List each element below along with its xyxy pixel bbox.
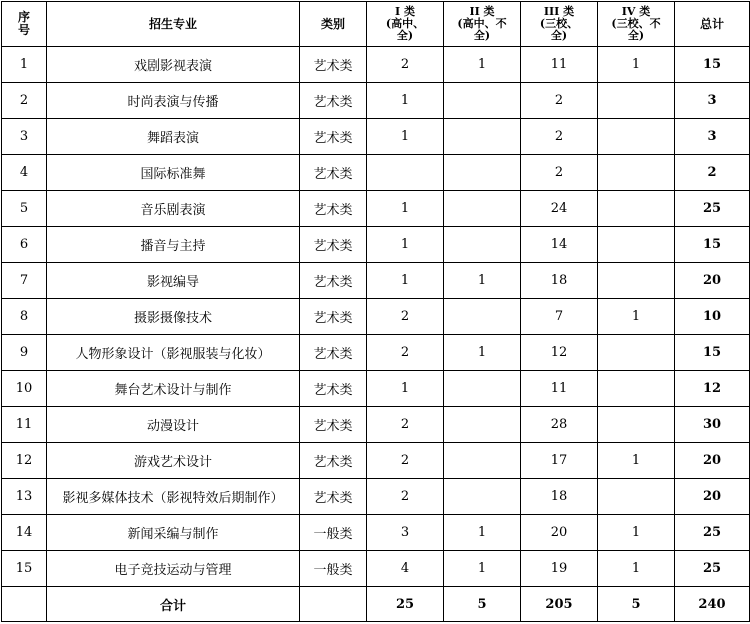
cell-major: 电子竞技运动与管理 — [47, 551, 300, 587]
cell-class-3: 24 — [521, 191, 598, 227]
cell-class-2 — [444, 155, 521, 191]
cell-class-3: 14 — [521, 227, 598, 263]
cell-class-4 — [598, 263, 675, 299]
cell-class-4: 1 — [598, 443, 675, 479]
cell-seq: 3 — [2, 119, 47, 155]
cell-major: 播音与主持 — [47, 227, 300, 263]
cell-class-3: 17 — [521, 443, 598, 479]
header-class-2 — [444, 2, 521, 47]
cell-seq: 4 — [2, 155, 47, 191]
cell-total: 15 — [675, 335, 750, 371]
header-class-3-line-1: III 类 — [543, 5, 575, 18]
table-row — [2, 407, 750, 443]
cell-seq: 9 — [2, 335, 47, 371]
header-class-3-line-2: (三校、 — [539, 17, 579, 30]
cell-class-2: 1 — [444, 551, 521, 587]
cell-category: 艺术类 — [300, 299, 367, 335]
table-row — [2, 119, 750, 155]
cell-seq: 13 — [2, 479, 47, 515]
cell-class-2 — [444, 479, 521, 515]
cell-class-3: 2 — [521, 119, 598, 155]
cell-seq: 15 — [2, 551, 47, 587]
header-class-2-line-1: II 类 — [469, 5, 495, 18]
cell-class-1: 1 — [367, 227, 444, 263]
cell-category: 艺术类 — [300, 227, 367, 263]
cell-major: 国际标准舞 — [47, 155, 300, 191]
cell-category: 艺术类 — [300, 335, 367, 371]
cell-major: 影视编导 — [47, 263, 300, 299]
table-row — [2, 335, 750, 371]
cell-class-3: 11 — [521, 47, 598, 83]
table-row — [2, 443, 750, 479]
cell-category: 艺术类 — [300, 119, 367, 155]
total-class-1: 25 — [367, 587, 444, 622]
cell-class-1: 1 — [367, 371, 444, 407]
cell-class-1: 4 — [367, 551, 444, 587]
cell-class-1 — [367, 155, 444, 191]
cell-class-3: 12 — [521, 335, 598, 371]
total-row — [2, 587, 750, 622]
cell-major: 时尚表演与传播 — [47, 83, 300, 119]
header-class-4 — [598, 2, 675, 47]
cell-class-4 — [598, 371, 675, 407]
cell-class-4: 1 — [598, 551, 675, 587]
cell-class-1: 2 — [367, 407, 444, 443]
header-class-1-line-1: I 类 — [395, 5, 415, 18]
header-total: 总计 — [675, 2, 750, 47]
header-class-3 — [521, 2, 598, 47]
cell-class-3: 2 — [521, 155, 598, 191]
cell-class-4 — [598, 155, 675, 191]
table-row — [2, 551, 750, 587]
cell-major: 舞台艺术设计与制作 — [47, 371, 300, 407]
cell-total: 15 — [675, 227, 750, 263]
header-class-2-line-3: 全) — [473, 29, 491, 42]
cell-class-1: 2 — [367, 299, 444, 335]
cell-class-2 — [444, 83, 521, 119]
cell-class-2: 1 — [444, 335, 521, 371]
cell-total: 10 — [675, 299, 750, 335]
cell-class-2: 1 — [444, 515, 521, 551]
cell-class-4: 1 — [598, 299, 675, 335]
table-row — [2, 479, 750, 515]
cell-total: 30 — [675, 407, 750, 443]
header-class-1 — [367, 2, 444, 47]
cell-class-1: 2 — [367, 335, 444, 371]
table-row — [2, 47, 750, 83]
cell-seq: 12 — [2, 443, 47, 479]
cell-total: 25 — [675, 191, 750, 227]
table-row — [2, 155, 750, 191]
cell-class-4 — [598, 335, 675, 371]
cell-class-3: 2 — [521, 83, 598, 119]
header-class-1-line-3: 全) — [396, 29, 414, 42]
enrollment-table — [1, 1, 750, 622]
cell-seq: 8 — [2, 299, 47, 335]
cell-class-2 — [444, 227, 521, 263]
cell-class-3: 19 — [521, 551, 598, 587]
cell-class-4 — [598, 83, 675, 119]
cell-major: 影视多媒体技术（影视特效后期制作） — [47, 479, 300, 515]
header-major: 招生专业 — [47, 2, 300, 47]
cell-class-1: 1 — [367, 263, 444, 299]
cell-major: 戏剧影视表演 — [47, 47, 300, 83]
table-row — [2, 515, 750, 551]
cell-major: 新闻采编与制作 — [47, 515, 300, 551]
total-row-label: 合计 — [47, 587, 300, 622]
cell-total: 2 — [675, 155, 750, 191]
total-class-2: 5 — [444, 587, 521, 622]
cell-seq: 2 — [2, 83, 47, 119]
cell-class-1: 2 — [367, 479, 444, 515]
cell-total: 25 — [675, 515, 750, 551]
header-class-2-line-2: (高中、不 — [457, 17, 507, 30]
cell-class-1: 3 — [367, 515, 444, 551]
header-class-4-line-1: IV 类 — [621, 5, 651, 18]
header-seq-line-1: 序 — [17, 10, 30, 24]
cell-major: 动漫设计 — [47, 407, 300, 443]
table-row — [2, 299, 750, 335]
cell-category: 艺术类 — [300, 155, 367, 191]
cell-class-1: 2 — [367, 443, 444, 479]
total-row-seq — [2, 587, 47, 622]
header-class-3-line-3: 全) — [550, 29, 568, 42]
cell-class-3: 18 — [521, 479, 598, 515]
header-category: 类别 — [300, 2, 367, 47]
table-row — [2, 191, 750, 227]
cell-total: 25 — [675, 551, 750, 587]
header-seq — [2, 2, 47, 47]
header-row — [2, 2, 750, 47]
cell-major: 摄影摄像技术 — [47, 299, 300, 335]
cell-seq: 11 — [2, 407, 47, 443]
cell-category: 艺术类 — [300, 371, 367, 407]
total-class-4: 5 — [598, 587, 675, 622]
cell-category: 艺术类 — [300, 47, 367, 83]
cell-class-2 — [444, 407, 521, 443]
cell-total: 20 — [675, 443, 750, 479]
cell-total: 20 — [675, 479, 750, 515]
cell-seq: 1 — [2, 47, 47, 83]
cell-class-3: 18 — [521, 263, 598, 299]
cell-category: 艺术类 — [300, 407, 367, 443]
cell-class-4 — [598, 191, 675, 227]
cell-seq: 14 — [2, 515, 47, 551]
total-class-3: 205 — [521, 587, 598, 622]
cell-category: 一般类 — [300, 551, 367, 587]
cell-category: 艺术类 — [300, 83, 367, 119]
header-class-4-line-3: 全) — [627, 29, 645, 42]
cell-seq: 7 — [2, 263, 47, 299]
cell-class-4 — [598, 227, 675, 263]
cell-total: 3 — [675, 83, 750, 119]
total-row-category — [300, 587, 367, 622]
cell-class-4 — [598, 407, 675, 443]
cell-category: 艺术类 — [300, 443, 367, 479]
cell-seq: 5 — [2, 191, 47, 227]
cell-class-2 — [444, 119, 521, 155]
cell-total: 12 — [675, 371, 750, 407]
table-row — [2, 227, 750, 263]
cell-category: 一般类 — [300, 515, 367, 551]
cell-seq: 10 — [2, 371, 47, 407]
cell-major: 舞蹈表演 — [47, 119, 300, 155]
cell-class-3: 28 — [521, 407, 598, 443]
table-row — [2, 263, 750, 299]
header-class-4-line-2: (三校、不 — [611, 17, 661, 30]
header-class-1-line-2: (高中、 — [385, 17, 425, 30]
cell-class-2 — [444, 443, 521, 479]
cell-class-4 — [598, 119, 675, 155]
cell-category: 艺术类 — [300, 263, 367, 299]
header-seq-line-2: 号 — [17, 23, 30, 37]
cell-total: 15 — [675, 47, 750, 83]
table-body — [2, 47, 750, 587]
cell-class-2: 1 — [444, 263, 521, 299]
cell-total: 3 — [675, 119, 750, 155]
cell-class-4: 1 — [598, 515, 675, 551]
cell-seq: 6 — [2, 227, 47, 263]
cell-category: 艺术类 — [300, 191, 367, 227]
table-row — [2, 83, 750, 119]
cell-class-4 — [598, 479, 675, 515]
cell-class-1: 1 — [367, 83, 444, 119]
cell-class-2 — [444, 371, 521, 407]
cell-total: 20 — [675, 263, 750, 299]
cell-class-2 — [444, 299, 521, 335]
grand-total: 240 — [675, 587, 750, 622]
cell-class-4: 1 — [598, 47, 675, 83]
cell-major: 人物形象设计（影视服装与化妆） — [47, 335, 300, 371]
cell-class-3: 20 — [521, 515, 598, 551]
cell-class-2 — [444, 191, 521, 227]
cell-class-3: 11 — [521, 371, 598, 407]
cell-class-1: 2 — [367, 47, 444, 83]
cell-class-1: 1 — [367, 191, 444, 227]
cell-category: 艺术类 — [300, 479, 367, 515]
cell-major: 音乐剧表演 — [47, 191, 300, 227]
cell-class-1: 1 — [367, 119, 444, 155]
table-row — [2, 371, 750, 407]
cell-major: 游戏艺术设计 — [47, 443, 300, 479]
cell-class-3: 7 — [521, 299, 598, 335]
cell-class-2: 1 — [444, 47, 521, 83]
